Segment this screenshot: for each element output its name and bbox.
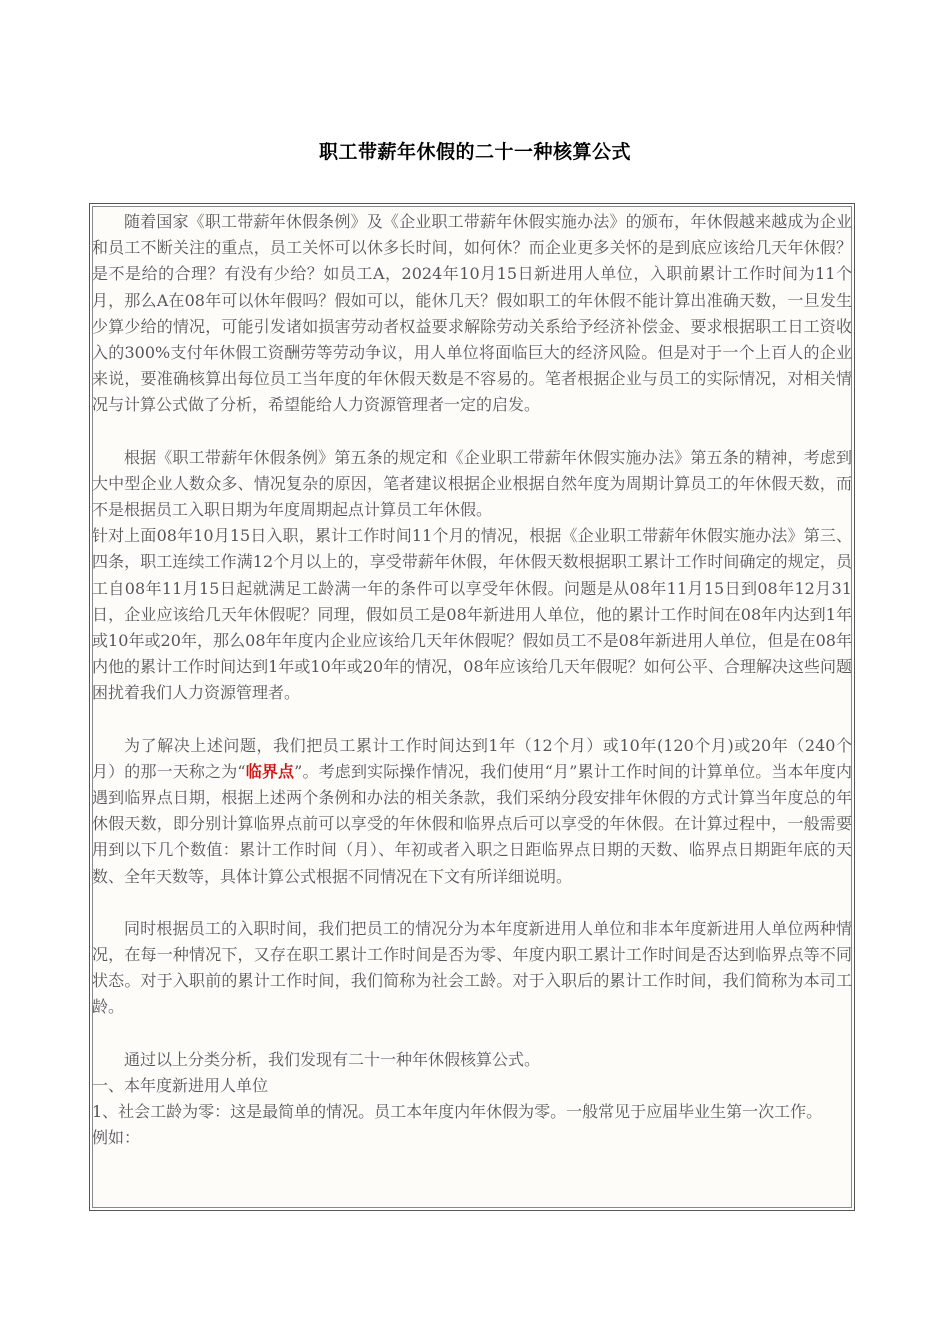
critical-point-term: 临界点 xyxy=(245,761,295,781)
list-item-zero-seniority: 1、社会工龄为零：这是最简单的情况。员工本年度内年休假为零。一般常见于应届毕业生第一次工作。 xyxy=(92,1102,823,1122)
paragraph-critical-point-after: ”。考虑到实际操作情况，我们使用“月”累计工作时间的计算单位。当本年度内遇到临界点日期，根据上述两个条例和办法的相关条款，我们采纳分段安排年休假的方式计算当年度总的年休假天数，即分别计算临界点前可以享受的年休假和临界点后可以享受的年休假。在计算过程中，一般需要用到以下几个数值：累计工作时间（月）、年初或者入职之日距临界点日期的天数、临界点日期距年底的天数、全年天数等，具体计算公式根据不同情况在下文有所详细说明。 xyxy=(92,761,852,886)
paragraph-gap xyxy=(92,890,852,916)
paragraph-case-analysis: 针对上面08年10月15日入职，累计工作时间11个月的情况，根据《企业职工带薪年休假实施办法》第三、四条，职工连续工作满12个月以上的，享受带薪年休假，年休假天数根据职工累计工作时间确定的规定，员工自08年11月15日起就满足工龄满一年的条件可以享受年休假。问题是从08年11月15日到08年12月31日，企业应该给几天年休假呢？同理，假如员工是08年新进用人单位，他的累计工作时间在08年内达到1年或10年或20年，那么08年年度内企业应该给几天年休假呢？假如员工不是08年新进用人单位，但是在08年内他的累计工作时间达到1年或10年或20年的情况，08年应该给几天年假呢？如何公平、合理解决这些问题困扰着我们人力资源管理者。 xyxy=(92,526,852,703)
paragraph-intro: 随着国家《职工带薪年休假条例》及《企业职工带薪年休假实施办法》的颁布，年休假越来越成为企业和员工不断关注的重点，员工关怀可以休多长时间，如何休？而企业更多关怀的是到底应该给几天年休假？是不是给的合理？有没有少给？如员工A，2024年10月15日新进用人单位，入职前累计工作时间为11个月，那么A在08年可以休年假吗？假如可以，能休几天？假如职工的年休假不能计算出准确天数，一旦发生少算少给的情况，可能引发诸如损害劳动者权益要求解除劳动关系给予经济补偿金、要求根据职工日工资收入的300%支付年休假工资酬劳等劳动争议，用人单位将面临巨大的经济风险。但是对于一个上百人的企业来说，要准确核算出每位员工当年度的年休假天数是不容易的。笔者根据企业与员工的实际情况，对相关情况与计算公式做了分析，希望能给人力资源管理者一定的启发。 xyxy=(92,212,852,415)
page-title: 职工带薪年休假的二十一种核算公式 xyxy=(318,141,631,163)
section-heading-new-hire: 一、本年度新进用人单位 xyxy=(92,1075,269,1095)
paragraph-critical-point-before: 为了解决上述问题，我们把员工累计工作时间达到1年（12个月）或10年(120个月)或20年（240个月）的那一天称之为“ xyxy=(92,735,852,781)
paragraph-gap xyxy=(92,419,852,445)
example-label: 例如： xyxy=(92,1128,141,1148)
paragraph-gap xyxy=(92,1021,852,1047)
paragraph-classification: 同时根据员工的入职时间，我们把员工的情况分为本年度新进用人单位和非本年度新进用人单位两种情况，在每一种情况下，又存在职工累计工作时间是否为零、年度内职工累计工作时间是否达到临界点等不同状态。对于入职前的累计工作时间，我们简称为社会工龄。对于入职后的累计工作时间，我们简称为本司工龄。 xyxy=(92,918,852,1017)
paragraph-critical-point xyxy=(92,733,852,890)
paragraph-basis: 根据《职工带薪年休假条例》第五条的规定和《企业职工带薪年休假实施办法》第五条的精神，考虑到大中型企业人数众多、情况复杂的原因，笔者建议根据企业根据自然年度为周期计算员工的年休假天数，而不是根据员工入职日期为年度周期起点计算员工年休假。 xyxy=(92,447,852,520)
content-box xyxy=(89,203,855,1211)
paragraph-gap xyxy=(92,707,852,733)
content-body xyxy=(92,209,852,1152)
paragraph-summary: 通过以上分类分析，我们发现有二十一种年休假核算公式。 xyxy=(124,1049,541,1069)
